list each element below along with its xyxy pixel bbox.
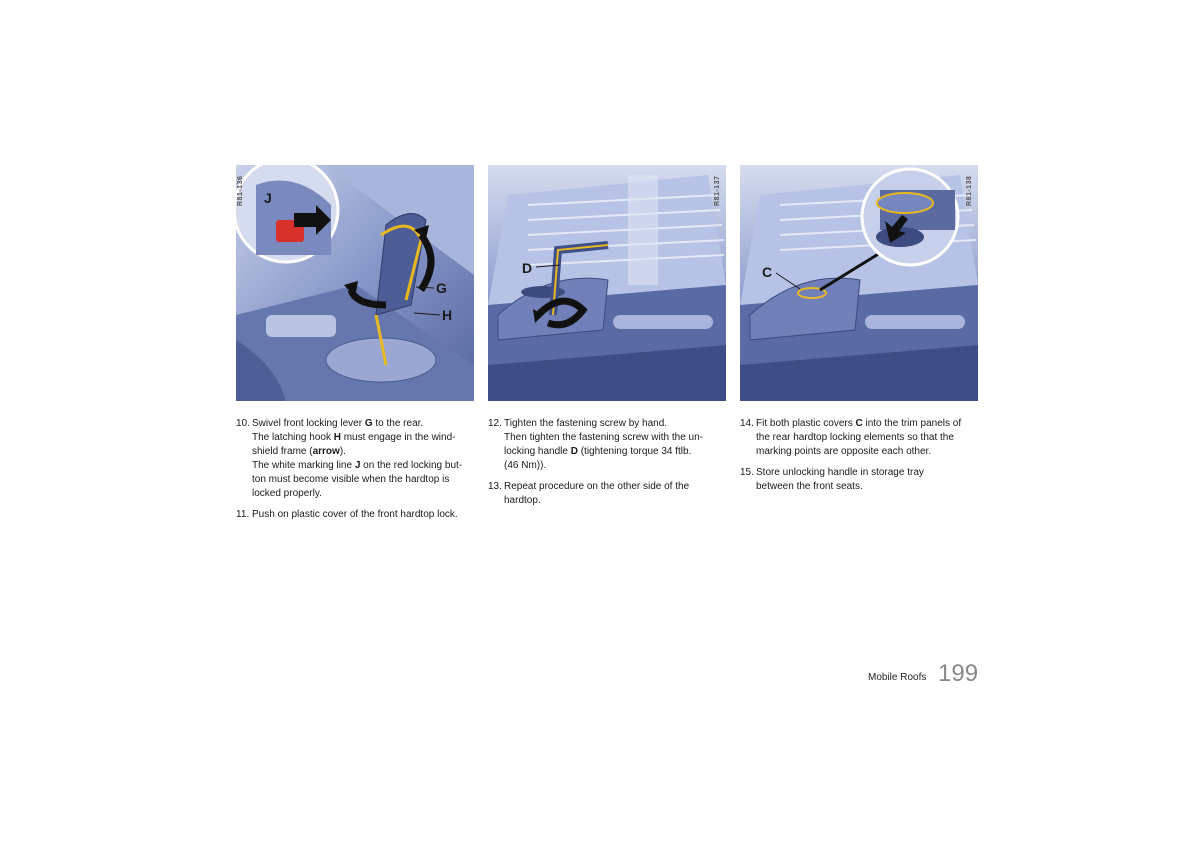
step-number: 12. — [488, 418, 502, 429]
step-number: 13. — [488, 481, 502, 492]
label-J: J — [264, 190, 272, 206]
figure-code: R81-136 — [237, 175, 244, 206]
text-column-1 — [236, 417, 474, 529]
figure-code: R81-137 — [714, 175, 721, 206]
step-10: 10. Swivel front locking lever G to the rear. The latching hook H must engage in the wind- shield frame (arrow). The white marking line J on the red locking but- ton must become visible when the hardtop is locked properly. — [236, 418, 463, 499]
text-column-3 — [740, 417, 978, 501]
label-C: C — [762, 264, 773, 280]
step-13: 13. Repeat procedure on the other side of the hardtop. — [488, 481, 690, 506]
figure-code: R81-138 — [966, 175, 973, 206]
label-H: H — [442, 307, 453, 323]
step-12: 12. Tighten the fastening screw by hand. Then tighten the fastening screw with the un- locking handle D (tightening torque 34 ftlb. (46 Nm)). — [488, 418, 704, 471]
step-14: 14. Fit both plastic covers C into the trim panels of the rear hardtop locking elements so that the marking points are opposite each other. — [740, 418, 962, 457]
step-number: 11. — [236, 509, 250, 520]
label-G: G — [436, 280, 447, 296]
step-number: 15. — [740, 467, 754, 478]
step-11: 11. Push on plastic cover of the front hardtop lock. — [236, 509, 458, 520]
label-D: D — [522, 260, 533, 276]
section-title: Mobile Roofs — [868, 672, 927, 683]
illustration-handle — [488, 165, 726, 401]
step-15: 15. Store unlocking handle in storage tray between the front seats. — [740, 467, 924, 492]
illustration-covers — [740, 165, 978, 401]
figure-plastic-covers — [740, 165, 978, 401]
step-number: 10. — [236, 418, 250, 429]
figure-unlocking-handle — [488, 165, 726, 401]
illustration-lever — [236, 165, 474, 401]
text-column-2 — [488, 417, 726, 515]
figure-front-locking-lever — [236, 165, 474, 401]
step-number: 14. — [740, 418, 754, 429]
page-number: 199 — [938, 660, 979, 687]
